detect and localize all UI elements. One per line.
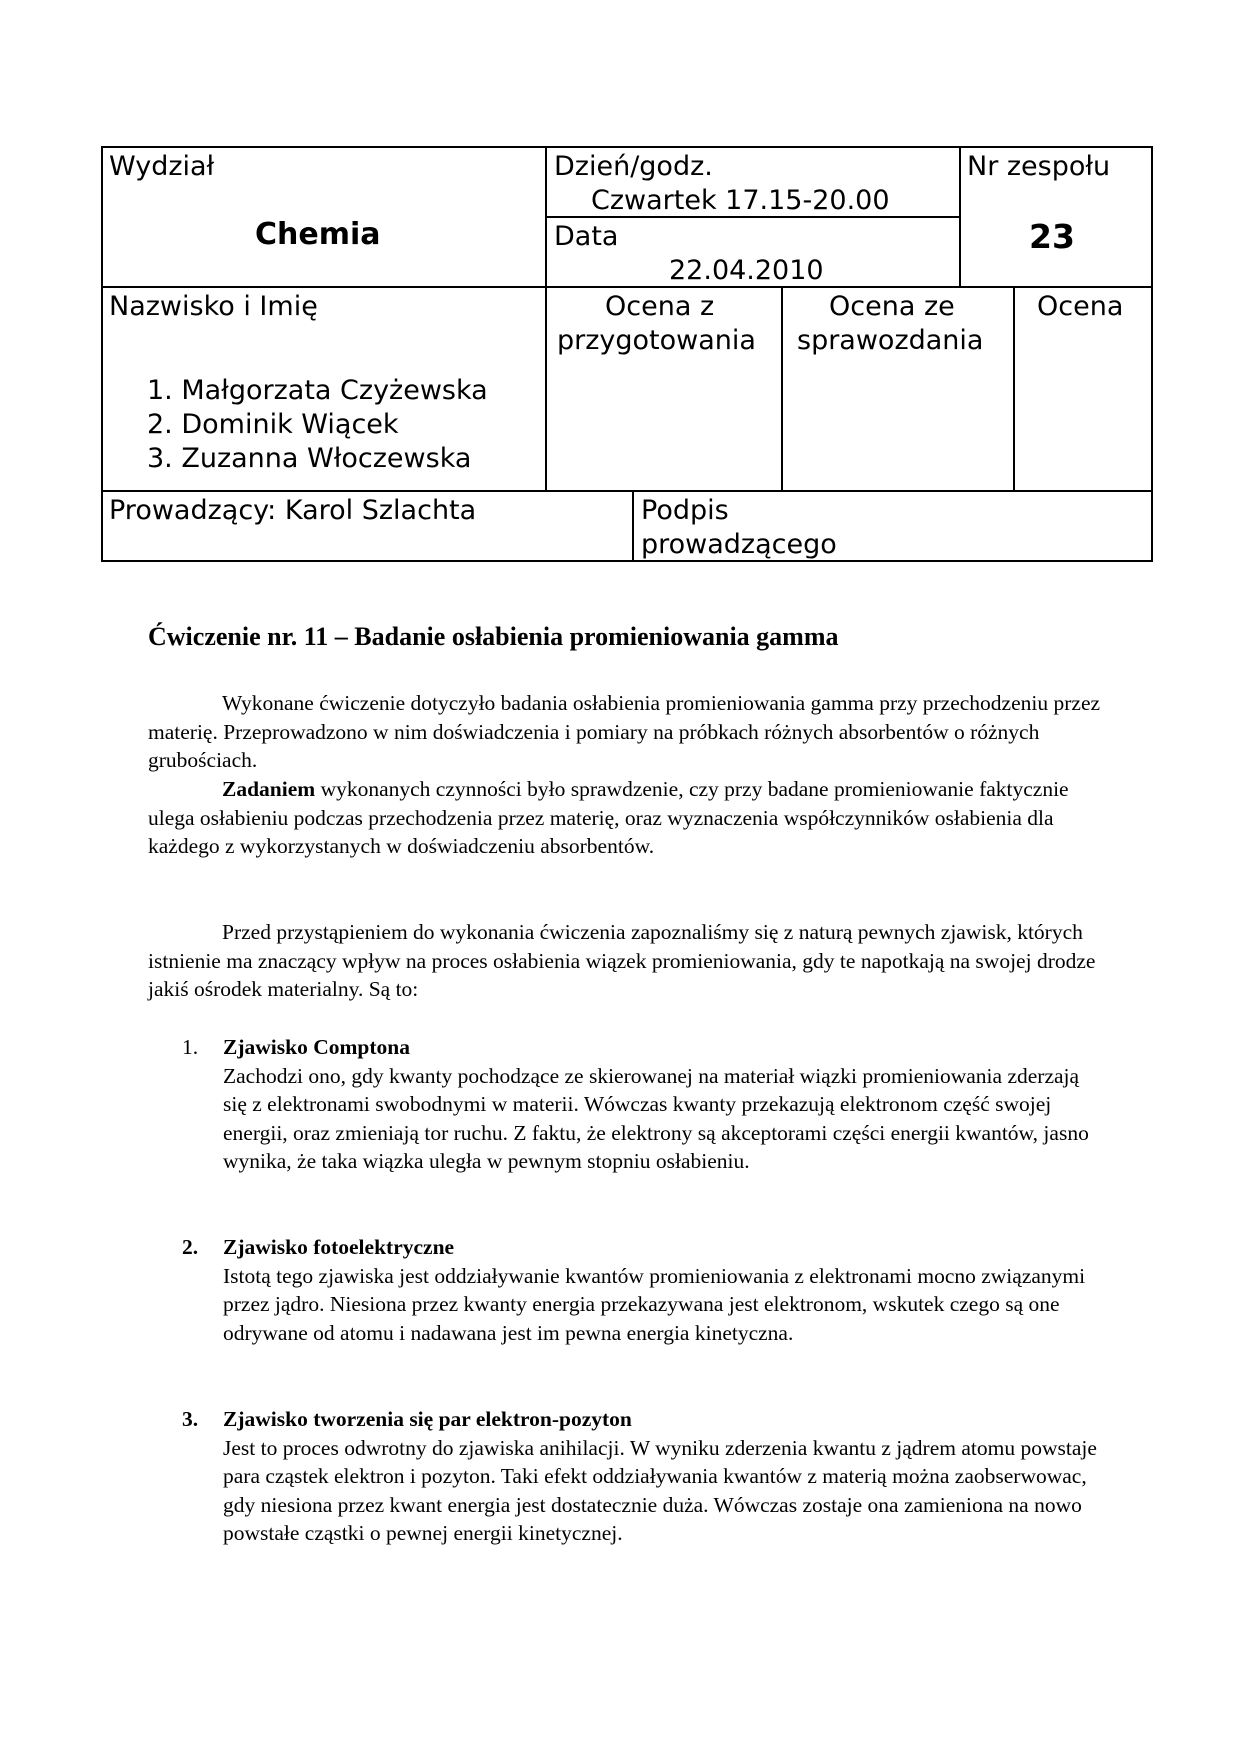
signature-label-1: Podpis <box>641 495 729 526</box>
day-value: Czwartek 17.15-20.00 <box>591 185 890 216</box>
list-item-text: Istotą tego zjawiska jest oddziaływanie kwantów promieniowania z elektronami mocno związanymi przez jądro. Niesiona przez kwanty energia przekazywana jest elektronom, wskutek czego są one odrywane od atomu i nadawana jest im pewna energia kinetyczna. <box>223 1263 1086 1345</box>
intro-paragraph <box>148 689 1108 775</box>
faculty-value: Chemia <box>255 217 381 252</box>
name-item-3: 3. Zuzanna Włoczewska <box>147 443 472 474</box>
phenomena-intro-paragraph <box>148 918 1108 1004</box>
task-bold-word: Zadaniem <box>222 777 316 801</box>
names-label: Nazwisko i Imię <box>109 291 318 322</box>
report-grade-label-1: Ocena ze <box>829 291 955 322</box>
team-value: 23 <box>1029 217 1075 256</box>
page-title: Ćwiczenie nr. 11 – Badanie osłabienia promieniowania gamma <box>148 622 839 651</box>
date-value: 22.04.2010 <box>669 255 824 286</box>
prep-grade-label-1: Ocena z <box>605 291 715 322</box>
task-paragraph <box>148 775 1108 861</box>
list-item-heading: Zjawisko tworzenia się par elektron-pozyton <box>223 1407 632 1431</box>
supervisor-label: Prowadzący: Karol Szlachta <box>109 495 477 526</box>
list-item-number: 2. <box>182 1235 199 1259</box>
phenomena-intro-text: Przed przystąpieniem do wykonania ćwiczenia zapoznaliśmy się z naturą pewnych zjawisk, których istnienie ma znaczący wpływ na proces osłabienia wiązek promieniowania, gdy te napotkają na swojej drodze jakiś ośrodek materialny. Są to: <box>148 920 1096 1002</box>
name-item-2: 2. Dominik Wiącek <box>147 409 399 440</box>
report-grade-label-2: sprawozdania <box>797 325 984 356</box>
team-label: Nr zespołu <box>967 151 1111 182</box>
list-item-number: 3. <box>182 1407 199 1431</box>
date-label: Data <box>554 221 619 252</box>
faculty-label: Wydział <box>109 151 215 182</box>
list-item-text: Jest to proces odwrotny do zjawiska anihilacji. W wyniku zderzenia kwantu z jądrem atomu powstaje para cząstek elektron i pozyton. Taki efekt oddziaływania kwantów z materią można zaobserwowac, gdy niesiona przez kwant energia jest dostatecznie duża. Wówczas zostaje ona zamieniona na nowo powstałe cząstki o pewnej energii kinetycznej. <box>223 1435 1097 1546</box>
list-item-text: Zachodzi ono, gdy kwanty pochodzące ze skierowanej na materiał wiązki promieniowania zderzają się z elektronami swobodnymi w materii. Wówczas kwanty przekazują elektronom część swojej energii, oraz zmieniają tor ruchu. Z faktu, że elektrony są akceptorami części energii kwantów, jasno wynika, że taka wiązka uległa w pewnym stopniu osłabieniu. <box>223 1063 1089 1174</box>
name-item-1: 1. Małgorzata Czyżewska <box>147 375 488 406</box>
signature-label-2: prowadzącego <box>641 529 837 560</box>
day-label: Dzień/godz. <box>554 151 713 182</box>
list-item-heading: Zjawisko Comptona <box>223 1035 410 1059</box>
prep-grade-label-2: przygotowania <box>557 325 756 356</box>
grade-label: Ocena <box>1037 291 1124 322</box>
intro-text: Wykonane ćwiczenie dotyczyło badania osłabienia promieniowania gamma przy przechodzeniu przez materię. Przeprowadzono w nim doświadczenia i pomiary na próbkach różnych absorbentów o różnych grubościach. <box>148 691 1101 773</box>
task-text: wykonanych czynności było sprawdzenie, czy przy badane promieniowanie faktycznie ulega osłabieniu podczas przechodzenia przez materię, oraz wyznaczenia współczynników osłabienia dla każdego z wykorzystanych w doświadczeniu absorbentów. <box>148 777 1069 859</box>
list-item-heading: Zjawisko fotoelektryczne <box>223 1235 455 1259</box>
header-table <box>101 146 1153 562</box>
list-item-number: 1. <box>182 1035 199 1059</box>
